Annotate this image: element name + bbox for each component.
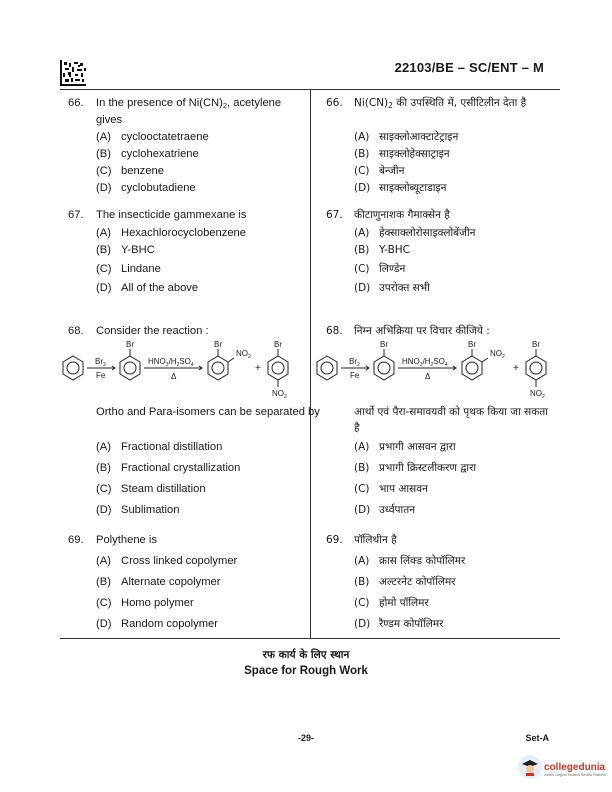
plus-sign: +: [513, 363, 519, 374]
reaction-diagram: [60, 338, 310, 402]
option-b: (B) साइक्लोहेक्साट्राइन: [354, 148, 450, 160]
option-a: (A) क्रास लिंक्ड कोपॉलिमर: [354, 555, 466, 567]
collegedunia-logo[interactable]: [518, 755, 605, 779]
option-d: (D) उपरोक्त सभी: [354, 282, 430, 294]
option-c: (C) बेन्जीन: [354, 165, 405, 177]
option-c: (C) होमो पॉलिमर: [354, 597, 429, 609]
graduate-avatar-icon: [518, 755, 542, 779]
question-text: Polythene is: [96, 534, 157, 546]
reagent-br2: $Br_2$: [95, 357, 106, 368]
br-label: Br: [214, 340, 222, 349]
question-text: $Ni(CN)_2$ की उपस्थिति में, एसीटिलीन देता है: [354, 97, 527, 110]
br-label: Br: [468, 340, 476, 349]
question-number: 66.: [326, 97, 343, 109]
option-a: (A) Fractional distillation: [96, 441, 223, 453]
reagent-nitrating-mixture: $HNO_3/H_2SO_4$: [148, 357, 194, 368]
option-a: (A) Hexachlorocyclobenzene: [96, 227, 247, 239]
option-a: (A) Cross linked copolymer: [96, 555, 238, 567]
rough-work-label-hi: रफ कार्य के लिए स्थान: [262, 649, 350, 661]
br-label: Br: [380, 340, 388, 349]
question-text: Consider the reaction :: [96, 325, 209, 337]
option-c: (C) लिण्डेन: [354, 263, 406, 275]
question-68-options-hi: [326, 440, 561, 517]
question-text: In the presence of $Ni(CN)_2$, acetylene gives: [96, 97, 282, 126]
option-b: (B) Fractional crystallization: [96, 462, 241, 474]
set-label: Set-A: [525, 733, 549, 743]
question-text: The insecticide gammexane is: [96, 209, 247, 221]
option-d: (D) रैण्डम कोपॉलिमर: [354, 618, 444, 630]
question-67-hi: [326, 208, 561, 295]
reagent-nitrating-mixture: $HNO_3/H_2SO_4$: [402, 357, 448, 368]
question-68-note-en: Ortho and Para-isomers can be separated by: [96, 406, 320, 418]
question-68-note-hi: आर्थो एवं पैरा-समावयवी को पृथक किया जा सकता है: [354, 406, 549, 434]
question-text: निम्न अभिक्रिया पर विचार कीजिये :: [354, 325, 490, 337]
option-c: (C) benzene: [96, 165, 164, 177]
option-b: (B) अल्टरनेट कोपॉलिमर: [354, 576, 456, 588]
br-label: Br: [274, 340, 282, 349]
question-number: 68.: [68, 325, 84, 337]
option-d: (D) Random copolymer: [96, 618, 219, 630]
option-b: (B) cyclohexatriene: [96, 148, 199, 160]
question-69-en: [68, 533, 303, 631]
reagent-heat: Δ: [425, 372, 431, 381]
option-a: (A) साइक्लोआक्टाटेट्राइन: [354, 131, 459, 143]
no2-label: $NO_2$: [272, 389, 287, 400]
plus-sign: +: [255, 363, 261, 374]
reagent-heat: Δ: [171, 372, 177, 381]
option-c: (C) Homo polymer: [96, 597, 194, 609]
br-label: Br: [126, 340, 134, 349]
question-number: 67.: [326, 209, 343, 221]
page-number: -29-: [297, 733, 314, 743]
option-c: (C) भाप आसवन: [354, 483, 428, 495]
question-66-en: [68, 96, 303, 195]
no2-label: $NO_2$: [236, 349, 251, 360]
question-69-hi: [326, 533, 561, 631]
option-d: (D) Sublimation: [96, 504, 180, 516]
question-number: 67.: [68, 209, 84, 221]
reagent-br2: $Br_2$: [349, 357, 360, 368]
question-text: पॉलिथीन है: [354, 534, 397, 546]
option-b: (B) Y-BHC: [354, 244, 411, 256]
question-66-hi: [326, 96, 561, 195]
question-number: 66.: [68, 97, 84, 109]
option-b: (B) Alternate copolymer: [96, 576, 221, 588]
question-number: 69.: [68, 534, 84, 546]
option-a: (A) प्रभागी आसवन द्वारा: [354, 441, 456, 453]
bottom-divider: [60, 638, 560, 639]
question-68-hi: [326, 324, 561, 338]
option-b: (B) प्रभागी क्रिस्टलीकरण द्वारा: [354, 462, 477, 474]
qr-code-image: [60, 60, 86, 86]
no2-label: $NO_2$: [490, 349, 505, 360]
reagent-fe: Fe: [350, 371, 360, 380]
reagent-fe: Fe: [96, 371, 106, 380]
option-a: (A) हेक्साक्लोरोसाइक्लोबेंजीन: [354, 227, 476, 239]
br-label: Br: [532, 340, 540, 349]
reaction-scheme-hi: [314, 338, 564, 402]
option-c: (C) Lindane: [96, 263, 161, 275]
no2-label: $NO_2$: [530, 389, 545, 400]
option-d: (D) cyclobutadiene: [96, 182, 196, 194]
option-d: (D) साइक्लोब्यूटाडाइन: [354, 182, 447, 194]
question-67-en: [68, 208, 303, 295]
option-b: (B) Y-BHC: [96, 244, 155, 256]
question-68-en: [68, 324, 303, 338]
question-68-options-en: [68, 440, 303, 517]
paper-code: 22103/BE – SC/ENT – M: [394, 60, 544, 75]
rough-work-label-en: Space for Rough Work: [244, 665, 368, 677]
question-number: 68.: [326, 325, 343, 337]
question-text: कीटाणुनाशक गैमाक्सेन है: [354, 209, 450, 221]
option-a: (A) cyclooctatetraene: [96, 131, 209, 143]
option-c: (C) Steam distillation: [96, 483, 206, 495]
column-divider: [310, 90, 311, 638]
reaction-scheme-en: [60, 338, 310, 402]
brand-name: collegedunia: [544, 761, 606, 773]
brand-tagline: India's Largest Student Review Platform: [544, 773, 607, 777]
option-d: (D) All of the above: [96, 282, 199, 294]
option-d: (D) उर्ध्वपातन: [354, 504, 416, 516]
question-number: 69.: [326, 534, 343, 546]
reaction-diagram: [314, 338, 564, 402]
